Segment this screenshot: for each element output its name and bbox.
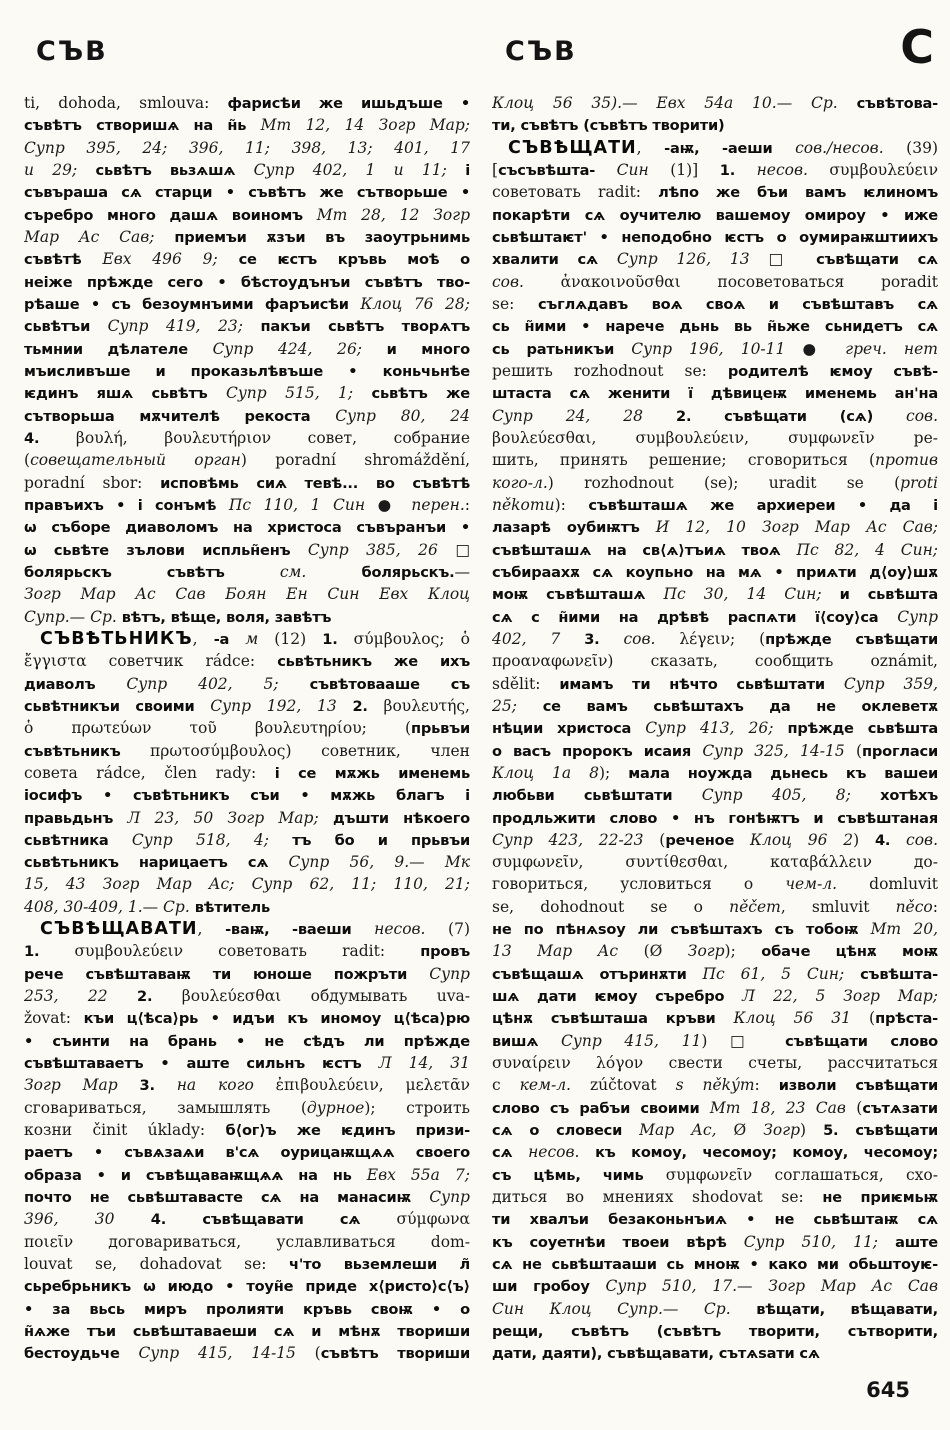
text-line: СЪВѢЩАВАТИ, -ваѭ, -ваеши несов. (7) [40,919,470,940]
text-line: ѡ съборе диаволомъ на христоса съвъранъи • [24,519,470,537]
text-line: бестоудьче Супр 415, 14-15 (съвѣтъ твориши [24,1344,470,1363]
text-line: сов. ἀνακοινοῦσθαι посоветоваться poradit [492,272,938,291]
text-line: почто не сьвѣштавасте сѧ на манасиѭ Супр [24,1188,470,1207]
text-line: решить rozhodnout se: родителѣ ѥмоу съвѣ- [492,361,938,380]
text-line: рещи, съвѣтъ (съвѣтъ творити, сътворити, [492,1323,938,1341]
text-line: сьребрьникъ ѡ июдо • тоун̃е приде х⟨ристо⟩с⟨ъ⟩ [24,1278,470,1296]
text-line: 25; се вамъ сьвѣштахъ да не оклеветѫ [492,696,938,715]
text-line: Зогр Мар Ас Сав Боян Ен Син Евх Клоц [24,585,470,604]
text-line: вишѧ Супр 415, 11) □ съвѣщати слово [492,1031,938,1050]
text-line: ποιεῖν договариваться, уславливаться dom- [24,1232,470,1251]
text-line: съвѣтьникъ πρωτοσύμβουλος) советник, член [24,741,470,760]
text-line: сговариваться, замышлять (дурное); строить [24,1098,470,1117]
text-line: někomu): съвѣшташѧ же архиереи • да і [492,495,938,514]
text-line: с кем-л. zúčtovat s někým: изволи съвѣщати [492,1076,938,1095]
text-line: ти хвалъи безаконьнъиѧ • не сьвѣштаѭ сѧ [492,1211,938,1229]
text-line: СЪВѢЩАТИ, -аѭ, -аеши сов./несов. (39) [508,137,938,158]
text-line: poradní sbor: исповѣмь сиѧ тевѣ... во съвѣтѣ [24,473,470,492]
page-number: 645 [866,1378,910,1402]
text-line: совета rádce, člen rady: і се мѫжь именемь [24,763,470,782]
text-line: говориться, условиться о чем-л. domluvit [492,875,938,894]
text-line: 4. βουλή, βουλευτήριον совет, собрание [24,428,470,447]
text-line: 13 Мар Ас (Ø Зогр); обаче цѣнѫ моѭ [492,942,938,961]
text-line: сѧ несов. къ комоу, чесомоу; комоу, чесомоу; [492,1143,938,1162]
text-line: шить, принять решение; сговориться (против [492,451,938,470]
text-line: н̃ѧже тъи сьвѣштаваеши сѧ и мѣнѫ твориши [24,1323,470,1341]
text-line: ὁ πρωτεύων τοῦ βουλευτηρίου; (прьвъи [24,719,470,738]
text-line: любьви сьвѣштати Супр 405, 8; хотѣхъ [492,786,938,805]
text-line: 396, 30 4. съвѣщавати сѧ σύμφωνα [24,1210,470,1229]
text-line: цѣнѫ съвѣшташа кръви Клоц 56 31 (прѣста- [492,1009,938,1028]
text-column-right [492,92,938,1365]
text-line: ѥдинъ яшѧ сьвѣтъ Супр 515, 1; сьвѣтъ же [24,384,470,403]
text-line: louvat se, dohadovat se: ч'то вьземлеши л̃ [24,1255,470,1274]
text-line: sdělit: имамъ ти нѣчто сьвѣштати Супр 359, [492,674,938,693]
text-line: съвѣщашѧ отъринѫти Пс 61, 5 Син; съвѣшта- [492,964,938,983]
text-line: Супр 423, 22-23 (реченое Клоц 96 2) 4. сов. [492,830,938,849]
text-line: мъисливъше и проказьлѣвъше • коньчьнѣе [24,362,470,380]
text-line: диться во мнениях shodovat se: не приѥмьѭ [492,1188,938,1207]
text-line: образа • и съвѣщаваѭщѧѧ на нь Евх 55а 7; [24,1165,470,1184]
text-line: Син Клоц Супр.— Ср. вѣщати, вѣщавати, [492,1299,938,1318]
text-line: (совещательный орган) poradní shromáždění, [24,451,470,470]
text-line: събираахѫ сѧ коупьно на мѧ • приѧти д⟨оу⟩шѫ [492,563,938,581]
text-line: съвѣшташѧ на св⟨ѧ⟩тъиѧ твоѧ Пс 82, 4 Син; [492,540,938,559]
text-line: сѧ о словеси Мар Ас, Ø Зогр) 5. съвѣщати [492,1121,938,1140]
text-line: рече съвѣштаваѭ ти юноше пожръти Супр [24,964,470,983]
text-line: тьмнии дѣлателе Супр 424, 26; и много [24,339,470,358]
text-line: съребро много дашѧ воиномъ Мт 28, 12 Зогр [24,205,470,224]
text-line: правъихъ • і сонъмѣ Пс 110, 1 Син ● перен.: [24,495,470,514]
text-line: Мар Ас Сав; приемъи ѫзъи въ заоутрьнимь [24,227,470,246]
text-line: сътворьша мѫчителѣ рекоста Супр 80, 24 [24,406,470,425]
text-line: рѣаше • съ безоумнъими фаръисѣи Клоц 76 28; [24,294,470,313]
text-line: Клоц 1а 8); мала ноужда дьнесь къ вашеи [492,763,938,782]
guide-letter: С [900,20,934,74]
text-line: штаста сѧ женити ї дѣвицеѭ именемь ан'на [492,385,938,403]
text-line: 408, 30-409, 1.— Ср. вѣтитель [24,897,271,916]
text-line: 1. συμβουλεύειν советовать radit: провъ [24,942,470,961]
text-line: βουλεύεσθαι, συμβουλεύειν, συμφωνεῖν ре- [492,428,938,447]
text-line: 15, 43 Зогр Мар Ас; Супр 62, 11; 110, 21; [24,875,470,894]
text-line: προαναφωνεῖν) сказать, сообщить oznámit, [492,652,938,671]
text-line: ti, dohoda, smlouva: фарисѣи же ишьдъше • [24,94,470,112]
text-line: сѧ не сьвѣштааши сь мноѭ • како ми обьштоуѥ- [492,1256,938,1274]
running-head-center: СЪВ [505,36,577,67]
text-line: покарѣти сѧ оучителю вашемоу омироу • иже [492,206,938,224]
text-line: съвѣштаваетъ • аште сильнъ ѥстъ Л 14, 31 [24,1054,470,1073]
text-line: Супр 24, 28 2. съвѣщати (сѧ) сов. [492,406,938,425]
text-line: дати, даяти), съвѣщавати, сътѧѕати сѧ [492,1345,820,1363]
text-line: съ цѣмь, чимь συμφωνεῖν соглашаться, схо- [492,1165,938,1184]
text-line: Зогр Мар 3. на кого ἐπιβουλεύειν, μελετᾶν [24,1076,470,1095]
text-line: сѧ с н̃ими на дрѣвѣ распѧти ї⟨соу⟩са Супр [492,607,938,626]
text-line: сьвѣтникъи своими Супр 192, 13 2. βουλευτής, [24,696,470,715]
text-line: сь ратьникъи Супр 196, 10-11 ● греч. нет [492,339,938,358]
text-line: сь н̃ими • нарече дьнь вь н̃ьже сьнидетъ сѧ [492,318,938,336]
text-line: хвалити сѧ Супр 126, 13 □ съвѣщати сѧ [492,250,938,269]
text-line: сьвѣтьникъ нарицаетъ сѧ Супр 56, 9.— Мк [24,853,470,872]
text-line: se: съглѧдавъ воѧ своѧ и съвѣштавъ сѧ [492,294,938,313]
text-line: советовать radit: лѣпо же бъи вамъ ѥлиномъ [492,183,938,202]
text-line: žovat: къи ц⟨ѣса⟩рь • идъи къ иномоу ц⟨ѣса⟩рю [24,1009,470,1028]
text-line: іосифъ • съвѣтьникъ съи • мѫжь благъ і [24,787,470,805]
text-line: СЪВѢТЬНИКЪ, -а м (12) 1. σύμβουλος; ὁ [40,628,470,649]
text-line: • за вьсь миръ пролияти кръвь своѭ • о [24,1300,470,1318]
text-line: συναίρειν λόγον свести счеты, рассчитаться [492,1054,938,1073]
text-line: продльжити слово • нъ гонѣѭтъ и съвѣштаная [492,809,938,827]
running-head-left: СЪВ [36,36,108,67]
text-line: съвъраша сѧ старци • съвѣтъ же сътворьше • [24,184,470,202]
text-line: Супр 395, 24; 396, 11; 398, 13; 401, 17 [24,138,470,157]
text-line: лазарѣ оубиѭтъ И 12, 10 Зогр Мар Ас Сав; [492,518,938,537]
text-line: не по пѣнѧѕоу ли съвѣштахъ съ тобоѭ Мт 20, [492,920,938,939]
text-line: se, dohodnout se o něčem, smluvit něco: [492,897,938,916]
text-line: сьвѣтника Супр 518, 4; тъ бо и прьвъи [24,830,470,849]
text-line: ти, съвѣтъ (съвѣтъ творити) [492,117,725,135]
text-line: ἔγγιστα советчик rádce: сьвѣтьникъ же ихъ [24,652,470,671]
text-column-left [24,92,470,1365]
text-line: о васъ пророкъ исаия Супр 325, 14-15 (прогласи [492,741,938,760]
text-line: Супр.— Ср. вѣтъ, вѣще, воля, завѣтъ [24,607,332,626]
text-line: болярьскъ съвѣтъ см. болярьскъ.— [24,562,470,581]
text-line: сьвѣштаѥт' • неподобно ѥстъ о оумираѭштиихъ [492,228,938,246]
text-line: и 29; сьвѣтъ вьзѧшѧ Супр 402, 1 и 11; і [24,160,470,179]
text-line: ши гробоу Супр 510, 17.— Зогр Мар Ас Сав [492,1277,938,1296]
text-line: Клоц 56 35).— Евх 54а 10.— Ср. съвѣтова- [492,94,938,112]
text-line: правьдьнъ Л 23, 50 Зогр Мар; дъшти нѣкоего [24,808,470,827]
text-line: диаволъ Супр 402, 5; съвѣтовааше съ [24,674,470,693]
text-line: 253, 22 2. βουλεύεσθαι обдумывать uva- [24,987,470,1006]
text-line: шѧ дати ѥмоу съребро Л 22, 5 Зогр Мар; [492,987,938,1006]
text-line: кого-л.) rozhodnout (se); uradit se (proti [492,473,938,492]
text-line: • съинти на брань • не сѣдъ ли прѣжде [24,1032,470,1050]
text-line: съвѣтѣ Евх 496 9; се ѥстъ кръвь моѣ о [24,250,470,269]
text-line: слово съ рабъи своими Мт 18, 23 Сав (сътѧзати [492,1098,938,1117]
text-line: 402, 7 3. сов. λέγειν; (прѣжде съвѣщати [492,629,938,648]
text-line: раетъ • съвѧзаѧи в'сѧ оурицаѭщѧѧ своего [24,1144,470,1162]
text-line: ѡ сьвѣте зълови испльн̃енъ Супр 385, 26 □ [24,540,470,559]
text-line: неіже прѣжде сего • бѣстоудънъи съвѣтъ тво- [24,273,470,291]
text-line: нѣции христоса Супр 413, 26; прѣжде сьвѣшта [492,719,938,738]
text-line: съвѣтъ створишѧ на н̃ь Мт 12, 14 Зогр Мар; [24,116,470,135]
text-line: сьвѣтъи Супр 419, 23; пакъи сьвѣтъ творѧтъ [24,317,470,336]
text-line: къ соуетнѣи твоеи вѣрѣ Супр 510, 11; аште [492,1232,938,1251]
text-line: моѭ съвѣшташѧ Пс 30, 14 Син; и сьвѣшта [492,585,938,604]
text-line: συμφωνεῖν, συντίθεσθαι, καταβάλλειν до- [492,853,938,872]
text-line: козни činit úklady: б⟨ог⟩ъ же ѥдинъ призи- [24,1121,470,1140]
text-line: [съсъвѣшта- Син (1)] 1. несов. συμβουλεύειν [492,160,938,179]
